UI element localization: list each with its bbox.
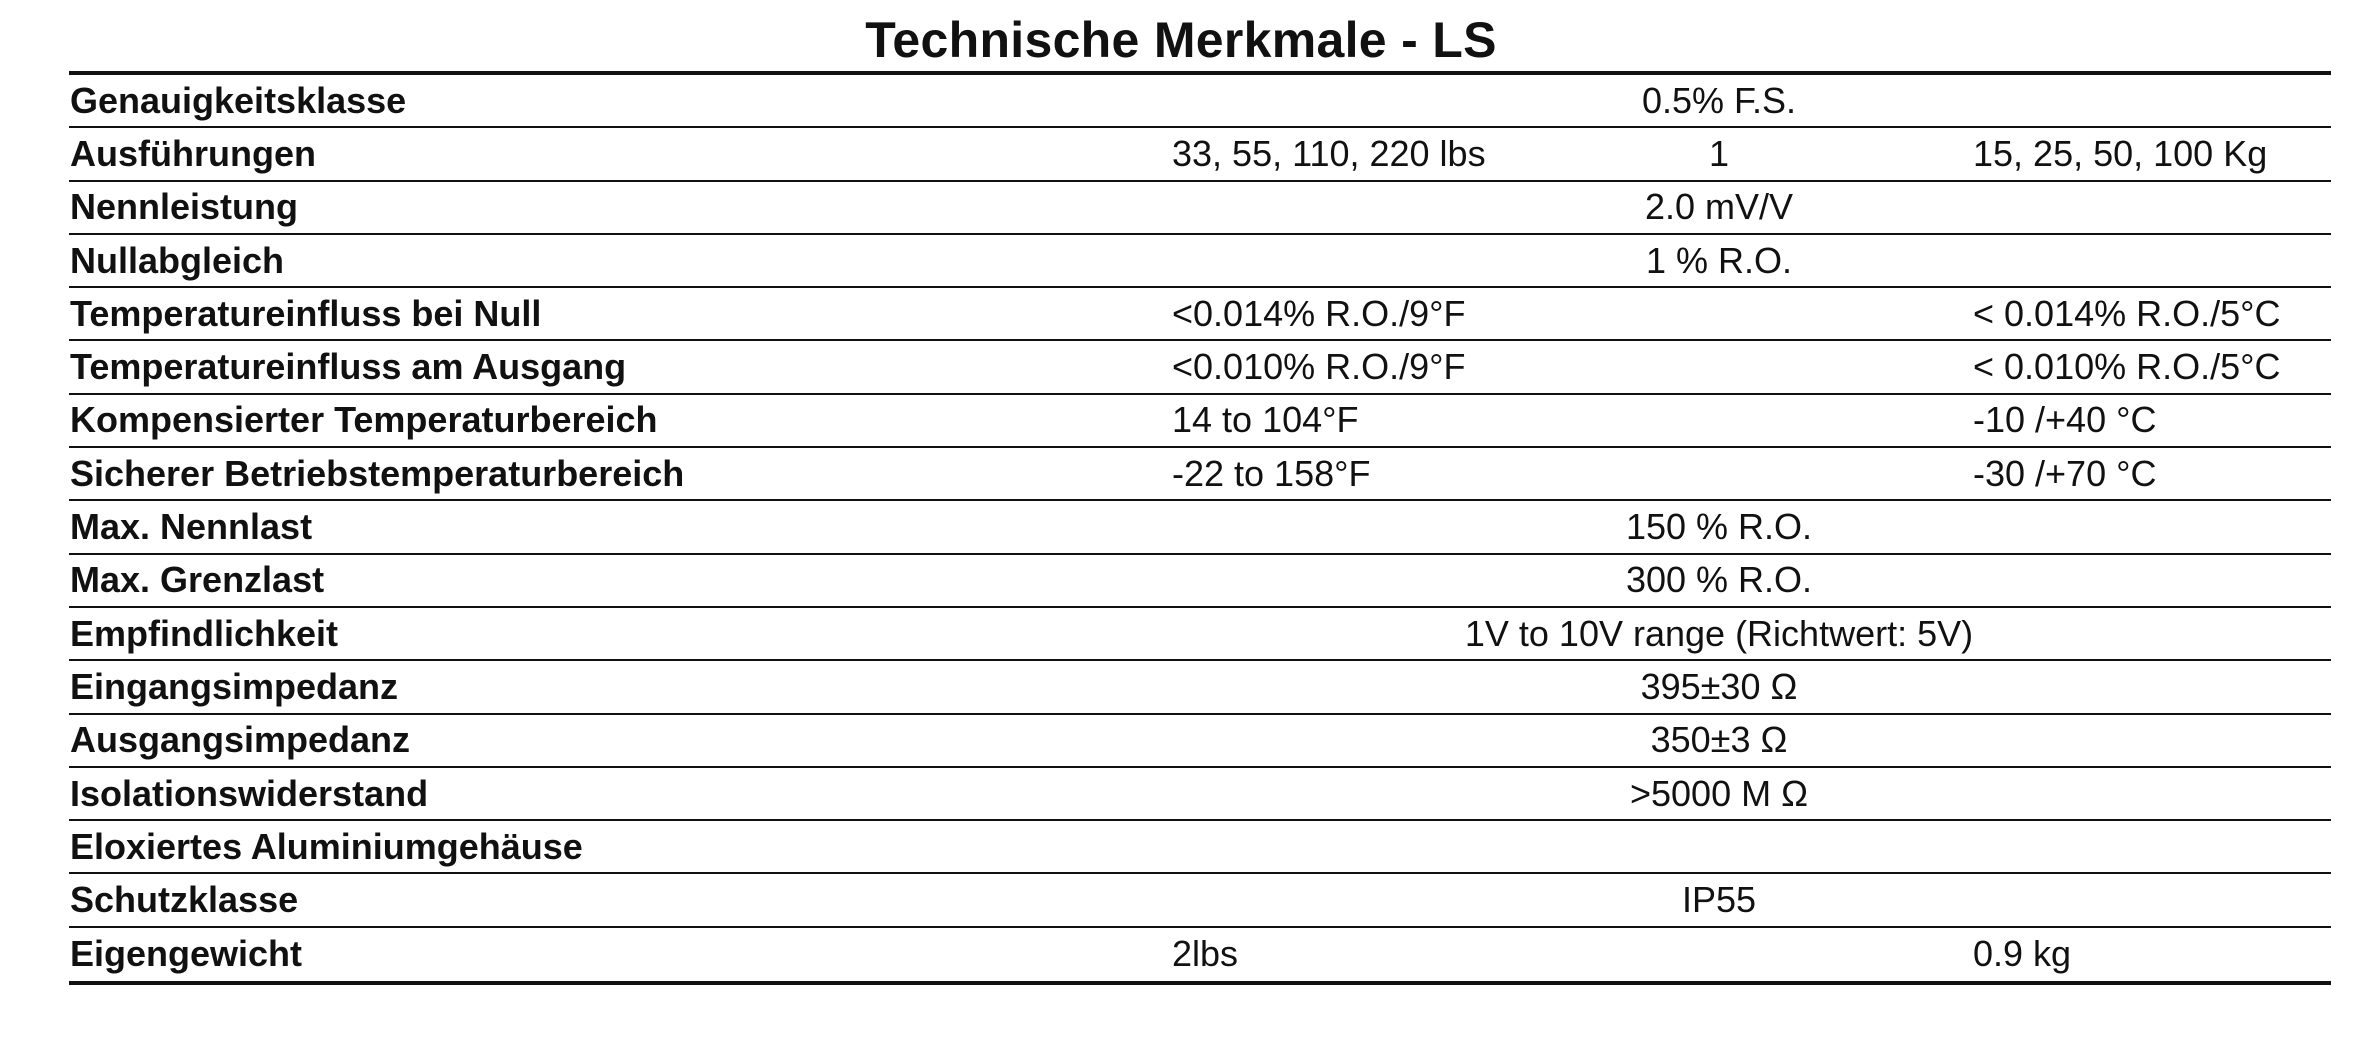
row-value-imperial: <0.010% R.O./9°F <box>1172 346 1466 388</box>
row-value: 350±3 Ω <box>1650 719 1788 761</box>
table-row <box>69 288 2331 341</box>
table-row <box>69 501 2331 554</box>
table-row <box>69 128 2331 181</box>
table-row <box>69 821 2331 874</box>
row-label: Ausführungen <box>70 132 316 174</box>
row-value-imperial: 2lbs <box>1172 933 1239 975</box>
row-label: Empfindlichkeit <box>70 612 339 654</box>
row-value: IP55 <box>1681 879 1757 921</box>
row-value-imperial: <0.014% R.O./9°F <box>1172 292 1466 334</box>
table-row <box>69 661 2331 714</box>
table-row <box>69 874 2331 927</box>
row-value: 1 <box>1708 132 1730 174</box>
row-value-metric: -30 /+70 °C <box>1973 452 2157 494</box>
table-row <box>69 768 2331 821</box>
row-label: Max. Grenzlast <box>70 559 325 601</box>
row-value: >5000 M Ω <box>1629 772 1809 814</box>
row-label: Temperatureinfluss am Ausgang <box>70 346 627 388</box>
table-row <box>69 75 2331 128</box>
table-row <box>69 235 2331 288</box>
row-value-imperial: 33, 55, 110, 220 lbs <box>1172 132 1486 174</box>
row-value: 1V to 10V range (Richtwert: 5V) <box>1464 612 1974 654</box>
table-row <box>69 928 2331 981</box>
table-row <box>69 608 2331 661</box>
row-value: 300 % R.O. <box>1625 559 1813 601</box>
row-value: 0.5% F.S. <box>1641 79 1797 121</box>
row-value: 395±30 Ω <box>1640 665 1798 707</box>
table-row <box>69 448 2331 501</box>
row-value-metric: < 0.014% R.O./5°C <box>1973 292 2281 334</box>
table-row <box>69 395 2331 448</box>
row-label: Eingangsimpedanz <box>70 665 399 707</box>
row-label: Kompensierter Temperaturbereich <box>70 399 658 441</box>
row-value-imperial: 14 to 104°F <box>1172 399 1359 441</box>
row-value: 1 % R.O. <box>1645 239 1793 281</box>
table-row <box>69 715 2331 768</box>
row-label: Eigengewicht <box>70 933 303 975</box>
row-value-imperial: -22 to 158°F <box>1172 452 1371 494</box>
table-row <box>69 182 2331 235</box>
row-label: Sicherer Betriebstemperaturbereich <box>70 452 685 494</box>
row-value-metric: 15, 25, 50, 100 Kg <box>1973 132 2268 174</box>
row-label: Ausgangsimpedanz <box>70 719 411 761</box>
row-value: 150 % R.O. <box>1625 506 1813 548</box>
page-title: Technische Merkmale - LS <box>865 12 1497 68</box>
row-label: Nennleistung <box>70 186 299 228</box>
row-label: Isolationswiderstand <box>70 772 429 814</box>
row-label: Schutzklasse <box>70 879 299 921</box>
row-value-metric: -10 /+40 °C <box>1973 399 2157 441</box>
row-value: 2.0 mV/V <box>1644 186 1794 228</box>
table-row <box>69 341 2331 394</box>
row-label: Temperatureinfluss bei Null <box>70 292 542 334</box>
table-row <box>69 555 2331 608</box>
row-value-metric: 0.9 kg <box>1973 933 2072 975</box>
row-label: Nullabgleich <box>70 239 285 281</box>
row-label: Genauigkeitsklasse <box>70 79 407 121</box>
spec-table <box>69 71 2331 985</box>
row-label: Eloxiertes Aluminiumgehäuse <box>70 825 583 867</box>
row-label: Max. Nennlast <box>70 506 313 548</box>
row-value-metric: < 0.010% R.O./5°C <box>1973 346 2281 388</box>
